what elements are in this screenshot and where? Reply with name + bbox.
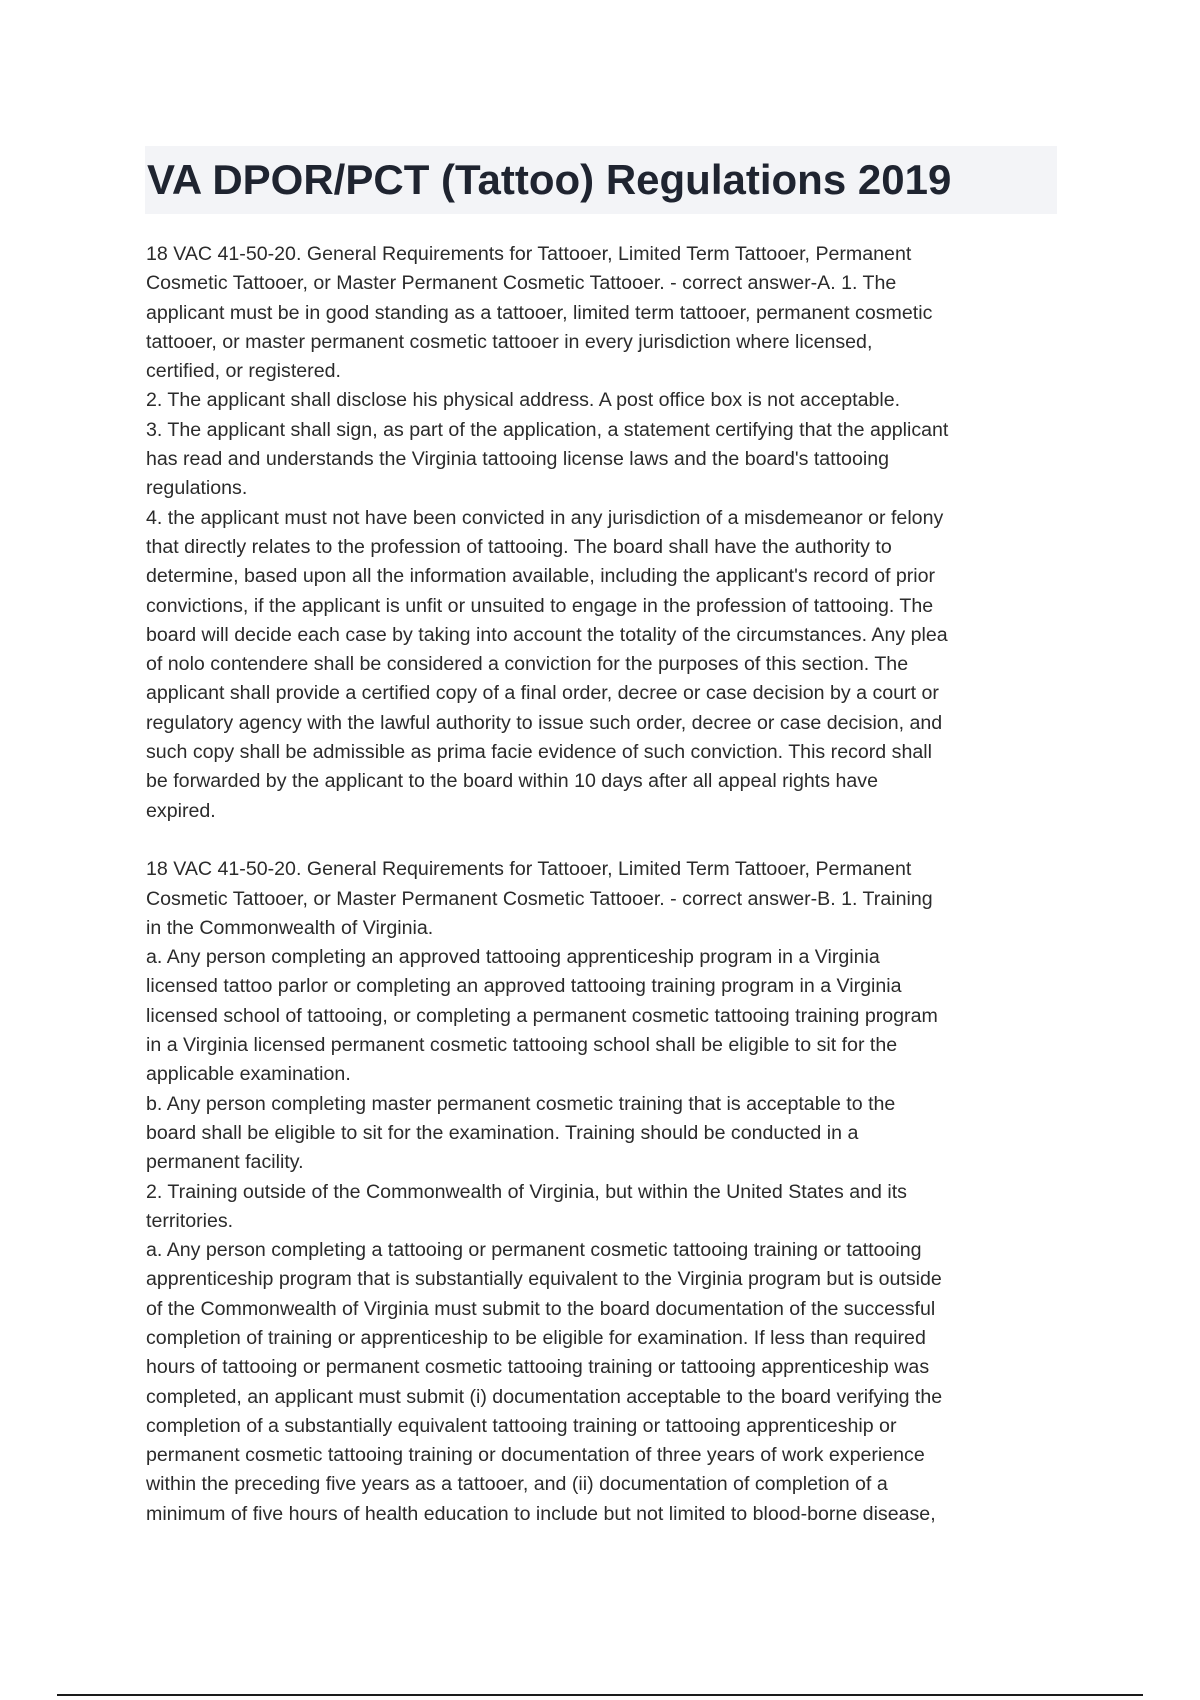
entry-line: in a Virginia licensed permanent cosmetic tattooing school shall be eligible to sit for the xyxy=(146,1034,898,1057)
entry-line: 18 VAC 41-50-20. General Requirements for Tattooer, Limited Term Tattooer, Permanent xyxy=(146,243,912,265)
entry-line: board shall be eligible to sit for the examination. Training should be conducted in a xyxy=(146,1121,859,1144)
entry-line: certified, or registered. xyxy=(146,360,341,383)
entry-line: a. Any person completing an approved tattooing apprenticeship program in a Virginia xyxy=(146,946,880,969)
entry-line: determine, based upon all the information available, including the applicant's record of prior xyxy=(146,565,936,588)
entry-line: such copy shall be admissible as prima facie evidence of such conviction. This record shall xyxy=(146,741,932,764)
entry-line: completion of training or apprenticeship to be eligible for examination. If less than required xyxy=(146,1326,926,1349)
entry-line: 4. the applicant must not have been convicted in any jurisdiction of a misdemeanor or felony xyxy=(146,506,944,529)
title-bar xyxy=(145,146,1057,214)
entry-line: 3. The applicant shall sign, as part of the application, a statement certifying that the applicant xyxy=(146,418,949,441)
entry-line: regulatory agency with the lawful authority to issue such order, decree or case decision, and xyxy=(146,711,943,734)
entry-line: permanent cosmetic tattooing training or documentation of three years of work experience xyxy=(146,1444,925,1467)
entry-line: that directly relates to the profession of tattooing. The board shall have the authority to xyxy=(146,535,892,558)
entry-line: be forwarded by the applicant to the board within 10 days after all appeal rights have xyxy=(146,770,878,793)
entry-line: a. Any person completing a tattooing or permanent cosmetic tattooing training or tattooing xyxy=(146,1239,922,1262)
entry-line: expired. xyxy=(146,799,216,822)
entry-line: board will decide each case by taking into account the totality of the circumstances. Any plea xyxy=(146,623,948,646)
entry-line: in the Commonwealth of Virginia. xyxy=(146,916,434,939)
entry-line: regulations. xyxy=(146,477,248,500)
entry-line: minimum of five hours of health education to include but not limited to blood-borne disease, xyxy=(146,1502,936,1525)
entry-line: has read and understands the Virginia tattooing license laws and the board's tattooing xyxy=(146,448,890,471)
entry-line: of nolo contendere shall be considered a conviction for the purposes of this section. The xyxy=(146,653,909,676)
entry-line: territories. xyxy=(146,1209,234,1232)
entry-line: apprenticeship program that is substantially equivalent to the Virginia program but is outside xyxy=(146,1268,942,1291)
entry-line: 2. The applicant shall disclose his physical address. A post office box is not acceptable. xyxy=(146,389,901,412)
entry-line: permanent facility. xyxy=(146,1151,304,1174)
entry-line: licensed tattoo parlor or completing an approved tattooing training program in a Virginia xyxy=(146,975,902,998)
entry-line: convictions, if the applicant is unfit or unsuited to engage in the profession of tattooing. The xyxy=(146,594,934,617)
entry-line: applicant shall provide a certified copy of a final order, decree or case decision by a court or xyxy=(146,682,939,705)
entry-line: completion of a substantially equivalent tattooing training or tattooing apprenticeship or xyxy=(146,1414,897,1437)
entry-line: applicant must be in good standing as a tattooer, limited term tattooer, permanent cosmetic xyxy=(146,301,933,324)
entry-line: Cosmetic Tattooer, or Master Permanent Cosmetic Tattooer. - correct answer-A. 1. The xyxy=(146,272,897,295)
document-body xyxy=(146,240,1066,1558)
entry-line: of the Commonwealth of Virginia must submit to the board documentation of the successful xyxy=(146,1297,936,1320)
entry-line: 2. Training outside of the Commonwealth of Virginia, but within the United States and its xyxy=(146,1180,907,1203)
footer-divider xyxy=(57,1694,1143,1696)
entry-line: b. Any person completing master permanent cosmetic training that is acceptable to the xyxy=(146,1092,896,1115)
entry-line: 18 VAC 41-50-20. General Requirements for Tattooer, Limited Term Tattooer, Permanent xyxy=(146,858,912,881)
flashcard-entry-2 xyxy=(146,855,1066,1529)
entry-line: hours of tattooing or permanent cosmetic tattooing training or tattooing apprenticeship was xyxy=(146,1356,930,1379)
entry-line: completed, an applicant must submit (i) documentation acceptable to the board verifying the xyxy=(146,1385,943,1408)
entry-line: applicable examination. xyxy=(146,1063,351,1086)
page-title: VA DPOR/PCT (Tattoo) Regulations 2019 xyxy=(147,156,952,203)
entry-line: licensed school of tattooing, or completing a permanent cosmetic tattooing training program xyxy=(146,1004,938,1027)
flashcard-entry-1 xyxy=(146,240,1066,826)
entry-line: within the preceding five years as a tattooer, and (ii) documentation of completion of a xyxy=(146,1473,888,1496)
entry-line: Cosmetic Tattooer, or Master Permanent Cosmetic Tattooer. - correct answer-B. 1. Training xyxy=(146,887,933,910)
entry-line: tattooer, or master permanent cosmetic tattooer in every jurisdiction where licensed, xyxy=(146,330,873,353)
